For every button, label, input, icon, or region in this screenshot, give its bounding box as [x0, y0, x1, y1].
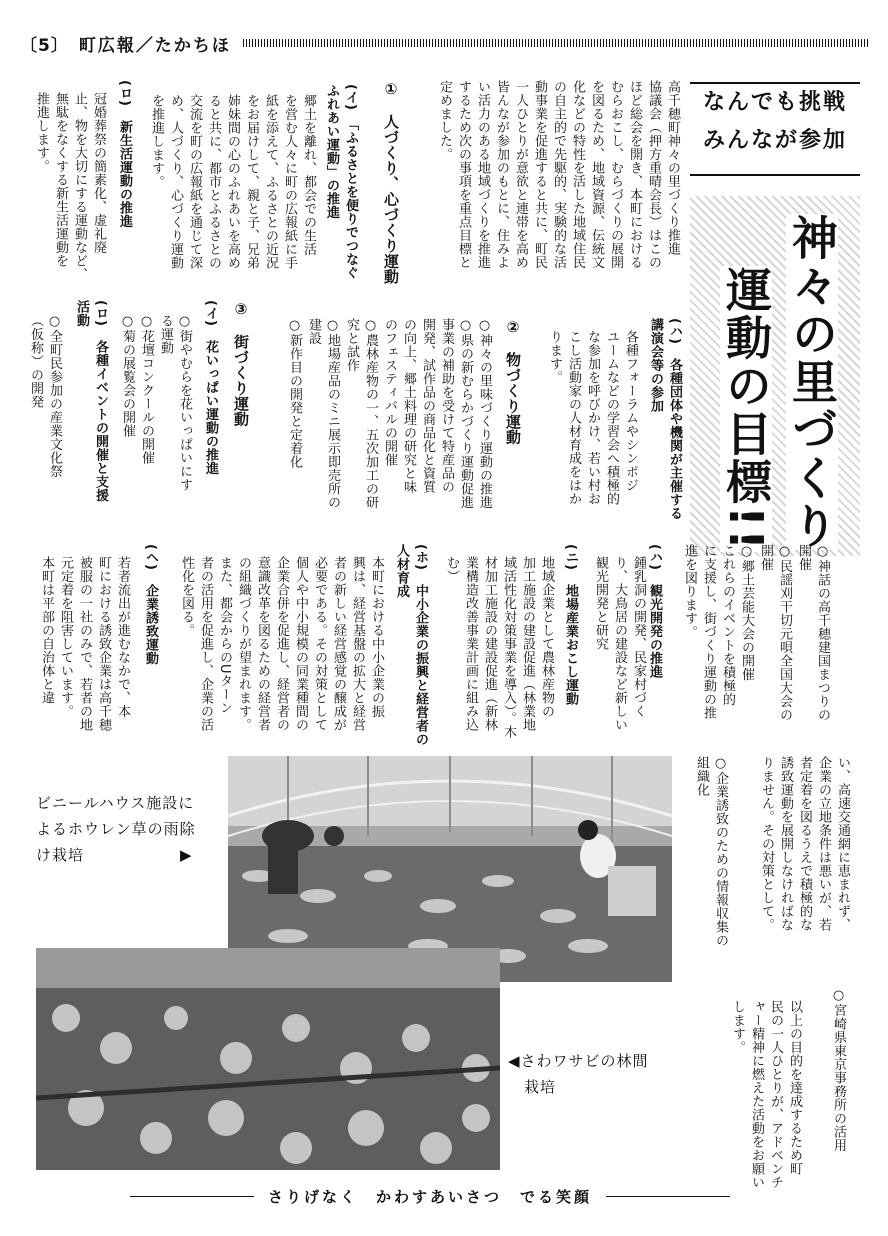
wasabi-photo-image — [36, 948, 500, 1170]
enterprise-body: 若者流出が進むなかで、本 町における誘致企業は高千穂 被服の一社のみで、若者の地 元定着を阻害しています。 本町は平部の自治体と違 — [39, 556, 130, 732]
info-gathering-item: ○企業誘致のための情報収集の 組織化 — [694, 756, 728, 947]
footer-slogan-text: さりげなく かわすあいさつ でる笑顔 — [268, 1188, 593, 1206]
slogan-line-2: みんなが参加 — [702, 128, 847, 153]
section-2-title: ② 物づくり運動 — [504, 318, 522, 445]
section-1-i-heading: (イ) 「ふるさとを便りでつなぐ ふれあい運動」の推進 — [324, 84, 358, 280]
section-3-title: ③ 街づくり運動 — [232, 300, 250, 427]
section-1-ro-body: 冠婚葬祭の簡素化、虚礼廃 止、物を大切にする運動など、 無駄をなくする新生活運動を 推進します。 — [34, 92, 106, 281]
events-list: ○神話の高千穂建国まつりの 開催 ○民謡刈干切元唄全国大会の 開催 ○郷土芸能大会の開催 これらのイベントを積極的 に支援し、街づくり運動の推 進を図ります。 — [682, 544, 830, 722]
section-1-i-body: 郷土を離れ、都会での生活 を営む人々に町の広報紙に手 紙を添えて、ふるさとの近況 をお届けして、親と子、兄弟 姉妹間の心のふれあいを高め ると共に、都市とふるさとの 交流を町の広報紙を通じて深 め、人づくり、心づくり運動 を推進します。 — [149, 94, 316, 270]
page-header — [20, 30, 870, 56]
local-industry-body: 地域企業として農林産物の 加工施設の建設促進（林業地 域活性化対策事業を導入）。木 材加工施設の建設促進（新林 業構造改善事業計画に組み込 む） — [444, 556, 554, 739]
enterprise-heading: (ヘ) 企業誘致運動 — [143, 544, 158, 665]
sme-body: 本町における中小企業の振 興は、経営基盤の拡大と経営 者の新しい経営感覚の醸成が 必要である。その対策として 個人や中小規模の同業種間の 企業合併を促進し、経営者の 意識改革を図るための経営者 の組織づくりが望まれます。 また、都会からのUターン 者の活用を促進し、企業の活 性化を図る。 — [179, 556, 384, 732]
section-1-ha-body: 各種フォーラムやシンポジ ユームなどの学習会へ積極的 な参加を呼びかけ、若い村お こし活動家の人材育成をはか ります。 — [547, 330, 638, 506]
slogan-box — [690, 82, 860, 176]
section-1-ro-heading: (ロ) 新生活運動の推進 — [117, 80, 132, 228]
wasabi-caption: ◀さわワサビの林間 栽培 — [508, 1052, 649, 1096]
page-number: 〔5〕 — [20, 35, 69, 56]
section-3-i-heading: (イ) 花いっぱい運動の推進 — [203, 300, 218, 475]
section-1-title: ① 人づくり、心づくり運動 — [382, 80, 400, 285]
wasabi-photo — [36, 948, 500, 1170]
tourism-body: 鍾乳洞の開発、民家村づく り、大鳥居の建設など新しい 観光開発と研究 — [593, 556, 646, 732]
intro-paragraph: 高千穂町神々の里づくり推進 協議会（押方重晴会長）はこの ほど総会を開き、本町における むらおこし、むらづくりの展開 を図るため、地域資源、伝統文 化などの特性を活した地域住民 の自主的で先駆的、実験的な活 動事業を促進すると共に、町民 一人ひとりが意欲と連帯を高め 皆んなが参加のもとに、住みよ い活力のある地域づくりを推進 するため次の事項を重点目標と 定めました。 — [437, 80, 680, 269]
main-title-block — [690, 196, 860, 556]
main-title-line-1: 神々の里づくり — [785, 214, 839, 550]
section-3-i-items: ○街やむらを花いっぱいにす る運動 ○花壇コンクールの開催 ○菊の展覧会の開催 — [120, 314, 192, 492]
closing-paragraph: 以上の目的を達成するため町 民の一人ひとりが、アドベンチ ャー精神に燃えた活動をお願い します。 — [730, 1000, 802, 1189]
footer-rule-right — [606, 1196, 730, 1197]
publication-title: 町広報／たかちほ — [78, 35, 231, 56]
slogan-line-1: なんでも挑戦 — [702, 90, 847, 115]
section-3-ro-items: ○全町民参加の産業文化祭 （仮称）の開発 — [28, 314, 62, 478]
section-3-ro-heading: (ロ) 各種イベントの開催と支援 活動 — [74, 300, 108, 502]
sme-heading: (ホ) 中小企業の振興と経営者の 人材育成 — [394, 544, 428, 746]
footer-rule-left — [130, 1196, 254, 1197]
main-title-line-2: 運動の目標!! — [719, 266, 773, 552]
tourism-heading: (ハ) 観光開発の推進 — [647, 544, 662, 679]
section-1-ha-heading: (ハ) 各種団体や機関が主催する 講演会等の参加 — [648, 318, 682, 520]
enterprise-body-cont: い、高速交通網に恵まれず、 企業の立地条件は悪いが、若 者定着を図るうえで積極的な 誘致運動を展開しなければな りません。その対策として。 — [759, 756, 850, 932]
footer-slogan — [130, 1186, 730, 1207]
header-rule — [243, 39, 870, 47]
local-industry-heading: (ニ) 地場産業おこし運動 — [563, 544, 578, 706]
greenhouse-caption: ビニールハウス施設に よるホウレン草の雨除 け栽培 ▶ — [36, 794, 196, 864]
tokyo-office-item: ○宮崎県東京事務所の活用 — [831, 988, 846, 1152]
section-2-items: ○神々の里味づくり運動の推進 ○県の新むらかづくり運動促進 事業の補助を受けて特産品の 開発、試作品の商品化と資質 の向上、郷土料理の研究と味 のフェスティバルの開催 ○農林産物の一、五次加工の研 究と試作 ○地場産品のミニ展示即売所の 建設 ○新作目の開発と定着化 — [287, 318, 492, 509]
